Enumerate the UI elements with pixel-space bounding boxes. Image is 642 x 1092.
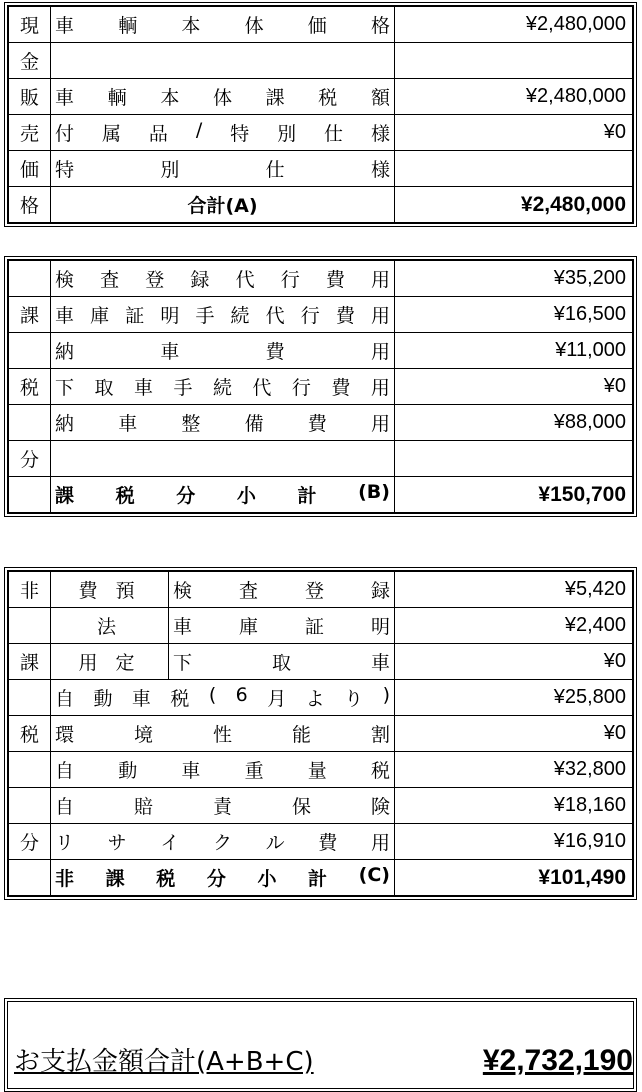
side-label	[9, 788, 51, 824]
side-label: 課	[9, 297, 51, 333]
subtotal-label: 合計(A)	[51, 187, 395, 223]
label-char: 別	[277, 123, 297, 145]
item-label	[51, 405, 395, 441]
label-char: 費	[331, 377, 351, 399]
label-char: )	[382, 684, 390, 706]
side-label	[9, 261, 51, 297]
label-char: 下	[55, 377, 75, 399]
label-char: 行	[280, 269, 300, 291]
row-label	[55, 792, 390, 819]
label-char: 小	[257, 868, 277, 890]
label-char: 明	[160, 305, 180, 327]
label-char: 責	[212, 796, 232, 818]
label-char: 査	[238, 580, 258, 602]
row-label	[55, 373, 390, 400]
table-row	[9, 680, 633, 716]
label-char: サ	[107, 832, 127, 854]
item-label	[51, 441, 395, 477]
item-amount	[395, 441, 633, 477]
label-char: 用	[370, 305, 390, 327]
label-char: /	[195, 119, 203, 141]
table-row	[9, 333, 633, 369]
item-label	[51, 716, 395, 752]
label-char: 輌	[107, 87, 127, 109]
item-label	[169, 608, 395, 644]
label-char: 車	[55, 15, 75, 37]
row-label	[55, 720, 390, 747]
cash-sale-section	[4, 2, 637, 227]
item-amount: ¥16,500	[395, 297, 633, 333]
label-char: 手	[195, 305, 215, 327]
label-char: り	[344, 688, 364, 710]
subtotal-label	[51, 860, 395, 896]
label-char: 仕	[324, 123, 344, 145]
label-char: 検	[55, 269, 75, 291]
label-char: 車	[55, 87, 75, 109]
label-char: 様	[370, 123, 390, 145]
label-char: 体	[212, 87, 232, 109]
item-amount: ¥25,800	[395, 680, 633, 716]
item-label	[51, 261, 395, 297]
label-char: 納	[55, 413, 75, 435]
side-label	[9, 860, 51, 896]
label-char: ル	[265, 832, 285, 854]
label-char: 録	[370, 580, 390, 602]
item-label	[51, 752, 395, 788]
label-char: 自	[55, 796, 75, 818]
label-char: 格	[370, 15, 390, 37]
label-char: 環	[55, 724, 75, 746]
item-amount: ¥0	[395, 369, 633, 405]
label-char: 額	[370, 87, 390, 109]
label-char: 属	[101, 123, 121, 145]
side-label	[9, 333, 51, 369]
side-label: 非	[9, 572, 51, 608]
label-char: 重	[244, 760, 264, 782]
label-char: リ	[55, 832, 75, 854]
side-label	[9, 608, 51, 644]
label-char: 仕	[265, 159, 285, 181]
table-row	[9, 788, 633, 824]
label-char: 車	[173, 616, 193, 638]
row-label	[55, 409, 390, 436]
label-char: 特	[55, 159, 75, 181]
table-row	[9, 608, 633, 644]
label-char: 税	[318, 87, 338, 109]
label-char: 賠	[133, 796, 153, 818]
side-label	[9, 680, 51, 716]
grand-total-amount: ¥2,732,190	[482, 1044, 633, 1077]
label-char: 下	[173, 652, 193, 674]
label-char: 検	[173, 580, 193, 602]
non-taxable-table	[8, 571, 633, 896]
label-char: 車	[370, 652, 390, 674]
item-label	[51, 680, 395, 716]
label-char: 別	[160, 159, 180, 181]
label-char: 証	[125, 305, 145, 327]
row-label	[55, 337, 390, 364]
table-row	[9, 716, 633, 752]
side-label: 価	[9, 151, 51, 187]
table-row	[9, 369, 633, 405]
label-char: 性	[212, 724, 232, 746]
row-label	[173, 612, 390, 639]
deposit-label: 用 定	[51, 644, 169, 680]
row-label	[55, 83, 390, 110]
item-label	[51, 297, 395, 333]
label-char: 明	[370, 616, 390, 638]
taxable-table	[8, 260, 633, 513]
table-row	[9, 644, 633, 680]
row-label	[55, 864, 390, 891]
table-row	[9, 405, 633, 441]
label-char: 用	[370, 413, 390, 435]
item-label	[51, 43, 395, 79]
item-amount: ¥2,480,000	[395, 7, 633, 43]
label-char: 行	[300, 305, 320, 327]
subtotal-row	[9, 860, 633, 896]
item-amount: ¥2,400	[395, 608, 633, 644]
item-amount: ¥16,910	[395, 824, 633, 860]
subtotal-label	[51, 477, 395, 513]
label-char: (B)	[358, 481, 390, 503]
label-char: 分	[206, 868, 226, 890]
label-char: 費	[318, 832, 338, 854]
label-char: イ	[160, 832, 180, 854]
subtotal-row	[9, 187, 633, 223]
label-char: 備	[244, 413, 264, 435]
item-label	[169, 572, 395, 608]
item-amount: ¥18,160	[395, 788, 633, 824]
label-char: 割	[370, 724, 390, 746]
item-amount: ¥35,200	[395, 261, 633, 297]
subtotal-amount: ¥101,490	[395, 860, 633, 896]
label-char: 登	[304, 580, 324, 602]
table-row	[9, 43, 633, 79]
side-label: 売	[9, 115, 51, 151]
label-char: 自	[55, 688, 75, 710]
label-char: 課	[55, 485, 75, 507]
item-amount: ¥5,420	[395, 572, 633, 608]
label-char: 用	[370, 269, 390, 291]
side-label: 税	[9, 369, 51, 405]
label-char: 品	[148, 123, 168, 145]
table-row	[9, 752, 633, 788]
row-label	[55, 828, 390, 855]
side-label: 分	[9, 824, 51, 860]
label-char: 録	[190, 269, 210, 291]
label-char: 証	[304, 616, 324, 638]
label-char: 代	[252, 377, 272, 399]
label-char: 課	[265, 87, 285, 109]
table-row	[9, 115, 633, 151]
label-char: 用	[370, 832, 390, 854]
label-char: 取	[94, 377, 114, 399]
label-char: 様	[370, 159, 390, 181]
table-row	[9, 261, 633, 297]
side-label: 販	[9, 79, 51, 115]
item-amount: ¥0	[395, 115, 633, 151]
grand-total-label: お支払金額合計(A+B+C)	[14, 1047, 314, 1077]
label-char: 納	[55, 341, 75, 363]
label-char: 代	[265, 305, 285, 327]
non-taxable-section	[4, 567, 637, 900]
label-char: 月	[267, 688, 287, 710]
item-label	[51, 79, 395, 115]
label-char: 税	[170, 688, 190, 710]
label-char: 費	[307, 413, 327, 435]
side-label	[9, 752, 51, 788]
label-char: 用	[370, 377, 390, 399]
item-amount: ¥2,480,000	[395, 79, 633, 115]
grand-total-box	[4, 998, 637, 1092]
label-char: 険	[370, 796, 390, 818]
label-char: 価	[307, 15, 327, 37]
label-char: よ	[305, 688, 325, 710]
label-char: 登	[145, 269, 165, 291]
subtotal-row	[9, 477, 633, 513]
item-amount: ¥11,000	[395, 333, 633, 369]
row-label	[55, 301, 390, 328]
row-label	[55, 11, 390, 38]
label-char: 6	[235, 684, 248, 706]
label-char: (C)	[358, 864, 390, 886]
label-char: 税	[115, 485, 135, 507]
label-char: 取	[271, 652, 291, 674]
deposit-label: 費 預	[51, 572, 169, 608]
table-row	[9, 441, 633, 477]
item-label	[51, 369, 395, 405]
label-char: 量	[307, 760, 327, 782]
label-char: (	[208, 684, 217, 706]
label-char: 費	[265, 341, 285, 363]
side-label	[9, 405, 51, 441]
row-label	[55, 448, 390, 470]
row-label	[55, 50, 390, 72]
side-label: 金	[9, 43, 51, 79]
label-char: 税	[370, 760, 390, 782]
label-char: 本	[181, 15, 201, 37]
label-char: 能	[291, 724, 311, 746]
item-label	[51, 115, 395, 151]
row-label	[173, 576, 390, 603]
label-char: 費	[335, 305, 355, 327]
table-row	[9, 79, 633, 115]
row-label	[55, 684, 390, 711]
label-char: 自	[55, 760, 75, 782]
item-label	[51, 151, 395, 187]
label-char: 用	[370, 341, 390, 363]
label-char: 車	[55, 305, 75, 327]
deposit-label: 法	[51, 608, 169, 644]
label-char: 整	[181, 413, 201, 435]
item-amount: ¥32,800	[395, 752, 633, 788]
row-label	[55, 481, 390, 508]
label-char: 車	[181, 760, 201, 782]
subtotal-amount: ¥2,480,000	[395, 187, 633, 223]
label-char: 境	[133, 724, 153, 746]
label-char: 保	[291, 796, 311, 818]
item-label	[51, 7, 395, 43]
table-row	[9, 297, 633, 333]
label-char: 体	[244, 15, 264, 37]
label-char: 庫	[238, 616, 258, 638]
item-label	[51, 333, 395, 369]
label-char: 車	[160, 341, 180, 363]
side-label: 分	[9, 441, 51, 477]
label-char: 特	[230, 123, 250, 145]
row-label	[55, 756, 390, 783]
label-char: 車	[131, 688, 151, 710]
label-char: 分	[176, 485, 196, 507]
item-amount: ¥88,000	[395, 405, 633, 441]
label-char: 手	[173, 377, 193, 399]
label-char: 非	[55, 868, 75, 890]
label-char: 車	[118, 413, 138, 435]
item-label	[51, 824, 395, 860]
table-row	[9, 7, 633, 43]
label-char: 動	[93, 688, 113, 710]
label-char: 費	[325, 269, 345, 291]
side-label: 課	[9, 644, 51, 680]
label-char: 課	[105, 868, 125, 890]
item-amount: ¥0	[395, 716, 633, 752]
label-char: 査	[100, 269, 120, 291]
side-label: 税	[9, 716, 51, 752]
table-row	[9, 572, 633, 608]
row-label	[55, 265, 390, 292]
item-amount	[395, 151, 633, 187]
row-label	[55, 155, 390, 182]
label-char: 計	[308, 868, 328, 890]
item-label	[169, 644, 395, 680]
row-label	[55, 119, 390, 146]
subtotal-amount: ¥150,700	[395, 477, 633, 513]
row-label	[173, 648, 390, 675]
label-char: 税	[156, 868, 176, 890]
side-label: 現	[9, 7, 51, 43]
item-label	[51, 788, 395, 824]
label-char: 代	[235, 269, 255, 291]
label-char: 続	[230, 305, 250, 327]
label-char: 輌	[118, 15, 138, 37]
label-char: 車	[133, 377, 153, 399]
item-amount: ¥0	[395, 644, 633, 680]
item-amount	[395, 43, 633, 79]
label-char: 続	[212, 377, 232, 399]
label-char: ク	[212, 832, 232, 854]
side-label: 格	[9, 187, 51, 223]
label-char: 庫	[90, 305, 110, 327]
label-char: 小	[236, 485, 256, 507]
label-char: 動	[118, 760, 138, 782]
label-char: 計	[297, 485, 317, 507]
label-char: 本	[160, 87, 180, 109]
cash-sale-table	[8, 6, 633, 223]
label-char: 付	[55, 123, 75, 145]
side-label	[9, 477, 51, 513]
table-row	[9, 151, 633, 187]
label-char: 行	[291, 377, 311, 399]
taxable-section	[4, 256, 637, 517]
table-row	[9, 824, 633, 860]
